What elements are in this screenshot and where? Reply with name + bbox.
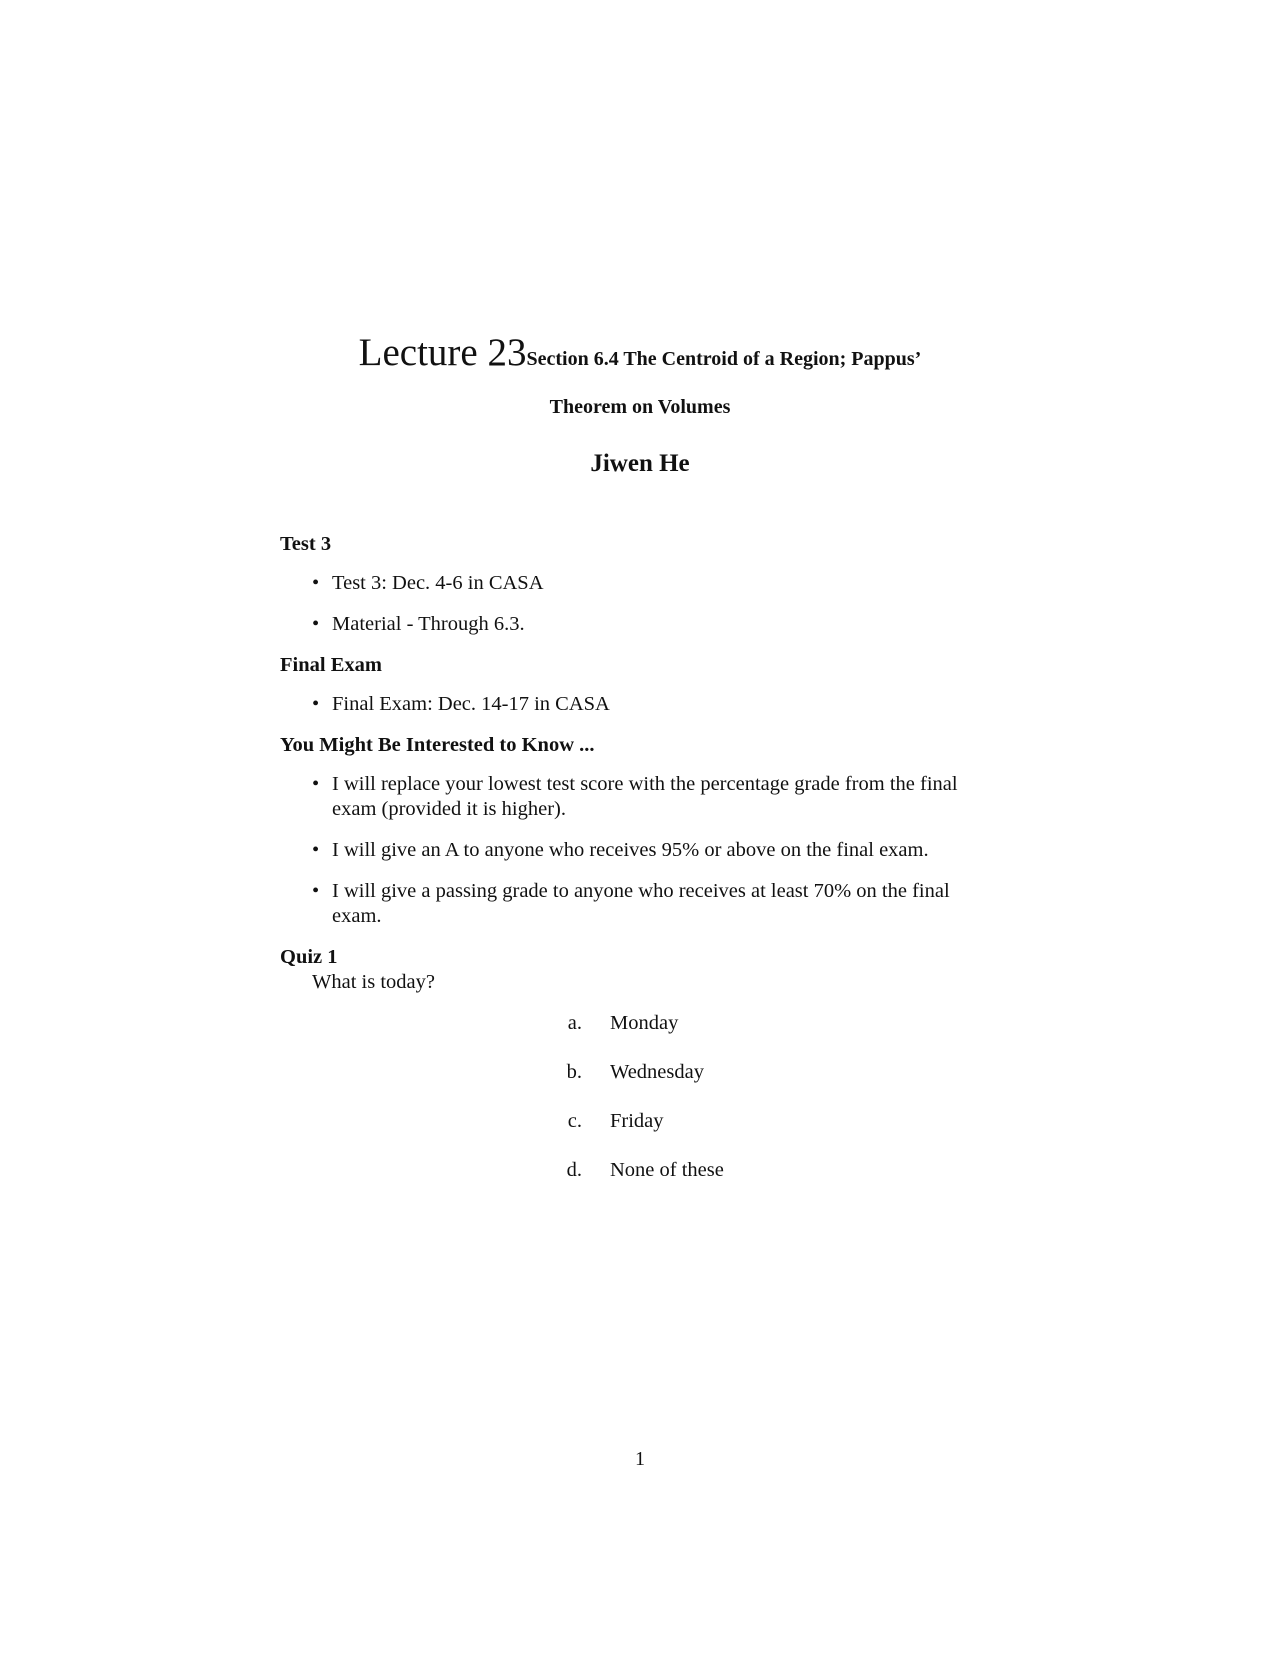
list-item: [312, 838, 1000, 863]
quiz-question: What is today?: [312, 971, 435, 993]
list-item: [312, 612, 1000, 637]
choice-text: Wednesday: [610, 1061, 704, 1083]
list-item-text: I will give an A to anyone who receives 95% or above on the final exam.: [332, 839, 929, 861]
quiz-choices: [280, 1011, 1000, 1207]
list-item-text: Material - Through 6.3.: [332, 613, 525, 635]
section-title-line-2: Theorem on Volumes: [549, 396, 731, 418]
section-heading: Final Exam: [280, 654, 382, 676]
list-item-text: Test 3: Dec. 4-6 in CASA: [332, 572, 544, 594]
title-block: [280, 330, 1000, 430]
choice-letter: d.: [566, 1159, 582, 1181]
section-title-line-1: Section 6.4 The Centroid of a Region; Pappus’: [526, 348, 922, 370]
section-final-exam: [280, 653, 1000, 717]
quiz-choice: [552, 1158, 1000, 1207]
lecture-title: Lecture 23: [358, 331, 527, 374]
choice-text: Monday: [610, 1012, 679, 1034]
list-item-text: I will give a passing grade to anyone who receives at least 70% on the final exam.: [332, 880, 950, 927]
document-body: [280, 532, 1000, 1207]
quiz-choice: [552, 1109, 1000, 1158]
bullet-list: [280, 772, 1000, 929]
section-heading: Test 3: [280, 533, 332, 555]
bullet-icon: •: [312, 773, 320, 795]
choice-letter: a.: [567, 1012, 582, 1034]
page-number: 1: [635, 1448, 645, 1470]
section-quiz1: [280, 945, 1000, 1207]
bullet-list: [280, 571, 1000, 637]
bullet-icon: •: [312, 839, 320, 861]
bullet-list: [280, 692, 1000, 717]
bullet-icon: •: [312, 880, 320, 902]
section-heading: You Might Be Interested to Know ...: [280, 734, 595, 756]
list-item: [312, 692, 1000, 717]
section-heading: Quiz 1: [280, 946, 338, 968]
bullet-icon: •: [312, 572, 320, 594]
section-test3: [280, 532, 1000, 637]
choice-text: Friday: [610, 1110, 664, 1132]
bullet-icon: •: [312, 693, 320, 715]
choice-letter: c.: [567, 1110, 582, 1132]
list-item: [312, 772, 1000, 822]
list-item-text: I will replace your lowest test score with the percentage grade from the final exam (provided it is higher).: [332, 773, 958, 820]
section-interested: [280, 733, 1000, 929]
quiz-choice: [552, 1060, 1000, 1109]
choice-text: None of these: [610, 1159, 724, 1181]
list-item: [312, 571, 1000, 596]
author-name: Jiwen He: [590, 450, 690, 477]
quiz-choice: [552, 1011, 1000, 1060]
list-item: [312, 879, 1000, 929]
title-line-1: [280, 330, 1000, 384]
choice-letter: b.: [566, 1061, 582, 1083]
bullet-icon: •: [312, 613, 320, 635]
list-item-text: Final Exam: Dec. 14-17 in CASA: [332, 693, 610, 715]
